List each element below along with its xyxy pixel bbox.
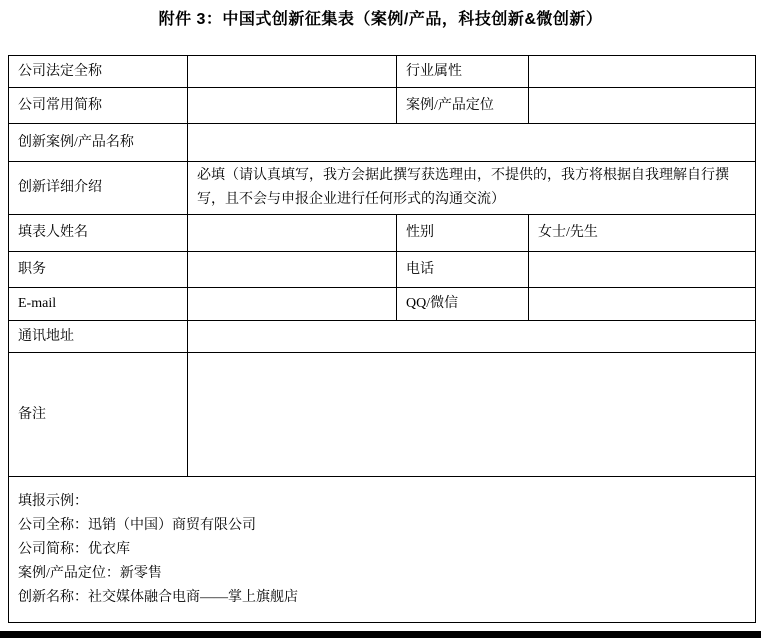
company-full-name-label-cell: 公司法定全称 [9, 56, 188, 88]
page-divider-bar [0, 631, 761, 638]
table-row [9, 288, 756, 321]
filler-name-label-cell: 填表人姓名 [9, 215, 188, 252]
innovation-form-table [8, 55, 756, 623]
qq-wechat-label-cell: QQ/微信 [397, 288, 529, 321]
industry-label-cell: 行业属性 [397, 56, 529, 88]
innovation-detail-note-cell[interactable]: 必填（请认真填写，我方会据此撰写获选理由，不提供的，我方将根据自我理解自行撰写，且不会与申报企业进行任何形式的沟通交流） [188, 162, 756, 215]
example-company-full-name: 公司全称：迅销（中国）商贸有限公司 [18, 517, 256, 533]
industry-input-cell[interactable] [529, 56, 756, 88]
table-row [9, 252, 756, 288]
company-short-name-label-cell: 公司常用简称 [9, 88, 188, 124]
innovation-case-name-label-cell: 创新案例/产品名称 [9, 124, 188, 162]
document-title: 附件 3：中国式创新征集表（案例/产品，科技创新&微创新） [158, 11, 603, 28]
gender-label-cell: 性别 [397, 215, 529, 252]
phone-input-cell[interactable] [529, 252, 756, 288]
table-row [9, 162, 756, 215]
table-row [9, 56, 756, 88]
table-row [9, 124, 756, 162]
table-row [9, 353, 756, 477]
example-heading: 填报示例： [18, 493, 88, 509]
company-full-name-input-cell[interactable] [188, 56, 397, 88]
address-input-cell[interactable] [188, 321, 756, 353]
table-row [9, 477, 756, 623]
position-label-cell: 职务 [9, 252, 188, 288]
remarks-label-cell: 备注 [9, 353, 188, 477]
gender-value-cell[interactable]: 女士/先生 [529, 215, 756, 252]
position-input-cell[interactable] [188, 252, 397, 288]
phone-label-cell: 电话 [397, 252, 529, 288]
example-cell [9, 477, 756, 623]
example-company-short-name: 公司简称：优衣库 [18, 541, 130, 557]
innovation-detail-label-cell: 创新详细介绍 [9, 162, 188, 215]
address-label-cell: 通讯地址 [9, 321, 188, 353]
innovation-case-name-input-cell[interactable] [188, 124, 756, 162]
company-short-name-input-cell[interactable] [188, 88, 397, 124]
qq-wechat-input-cell[interactable] [529, 288, 756, 321]
filler-name-input-cell[interactable] [188, 215, 397, 252]
table-row [9, 88, 756, 124]
email-label-cell: E-mail [9, 288, 188, 321]
case-positioning-label-cell: 案例/产品定位 [397, 88, 529, 124]
case-positioning-input-cell[interactable] [529, 88, 756, 124]
table-row [9, 321, 756, 353]
example-innovation-name: 创新名称：社交媒体融合电商——掌上旗舰店 [18, 589, 298, 605]
remarks-input-cell[interactable] [188, 353, 756, 477]
email-input-cell[interactable] [188, 288, 397, 321]
example-case-positioning: 案例/产品定位：新零售 [18, 565, 162, 581]
table-row [9, 215, 756, 252]
